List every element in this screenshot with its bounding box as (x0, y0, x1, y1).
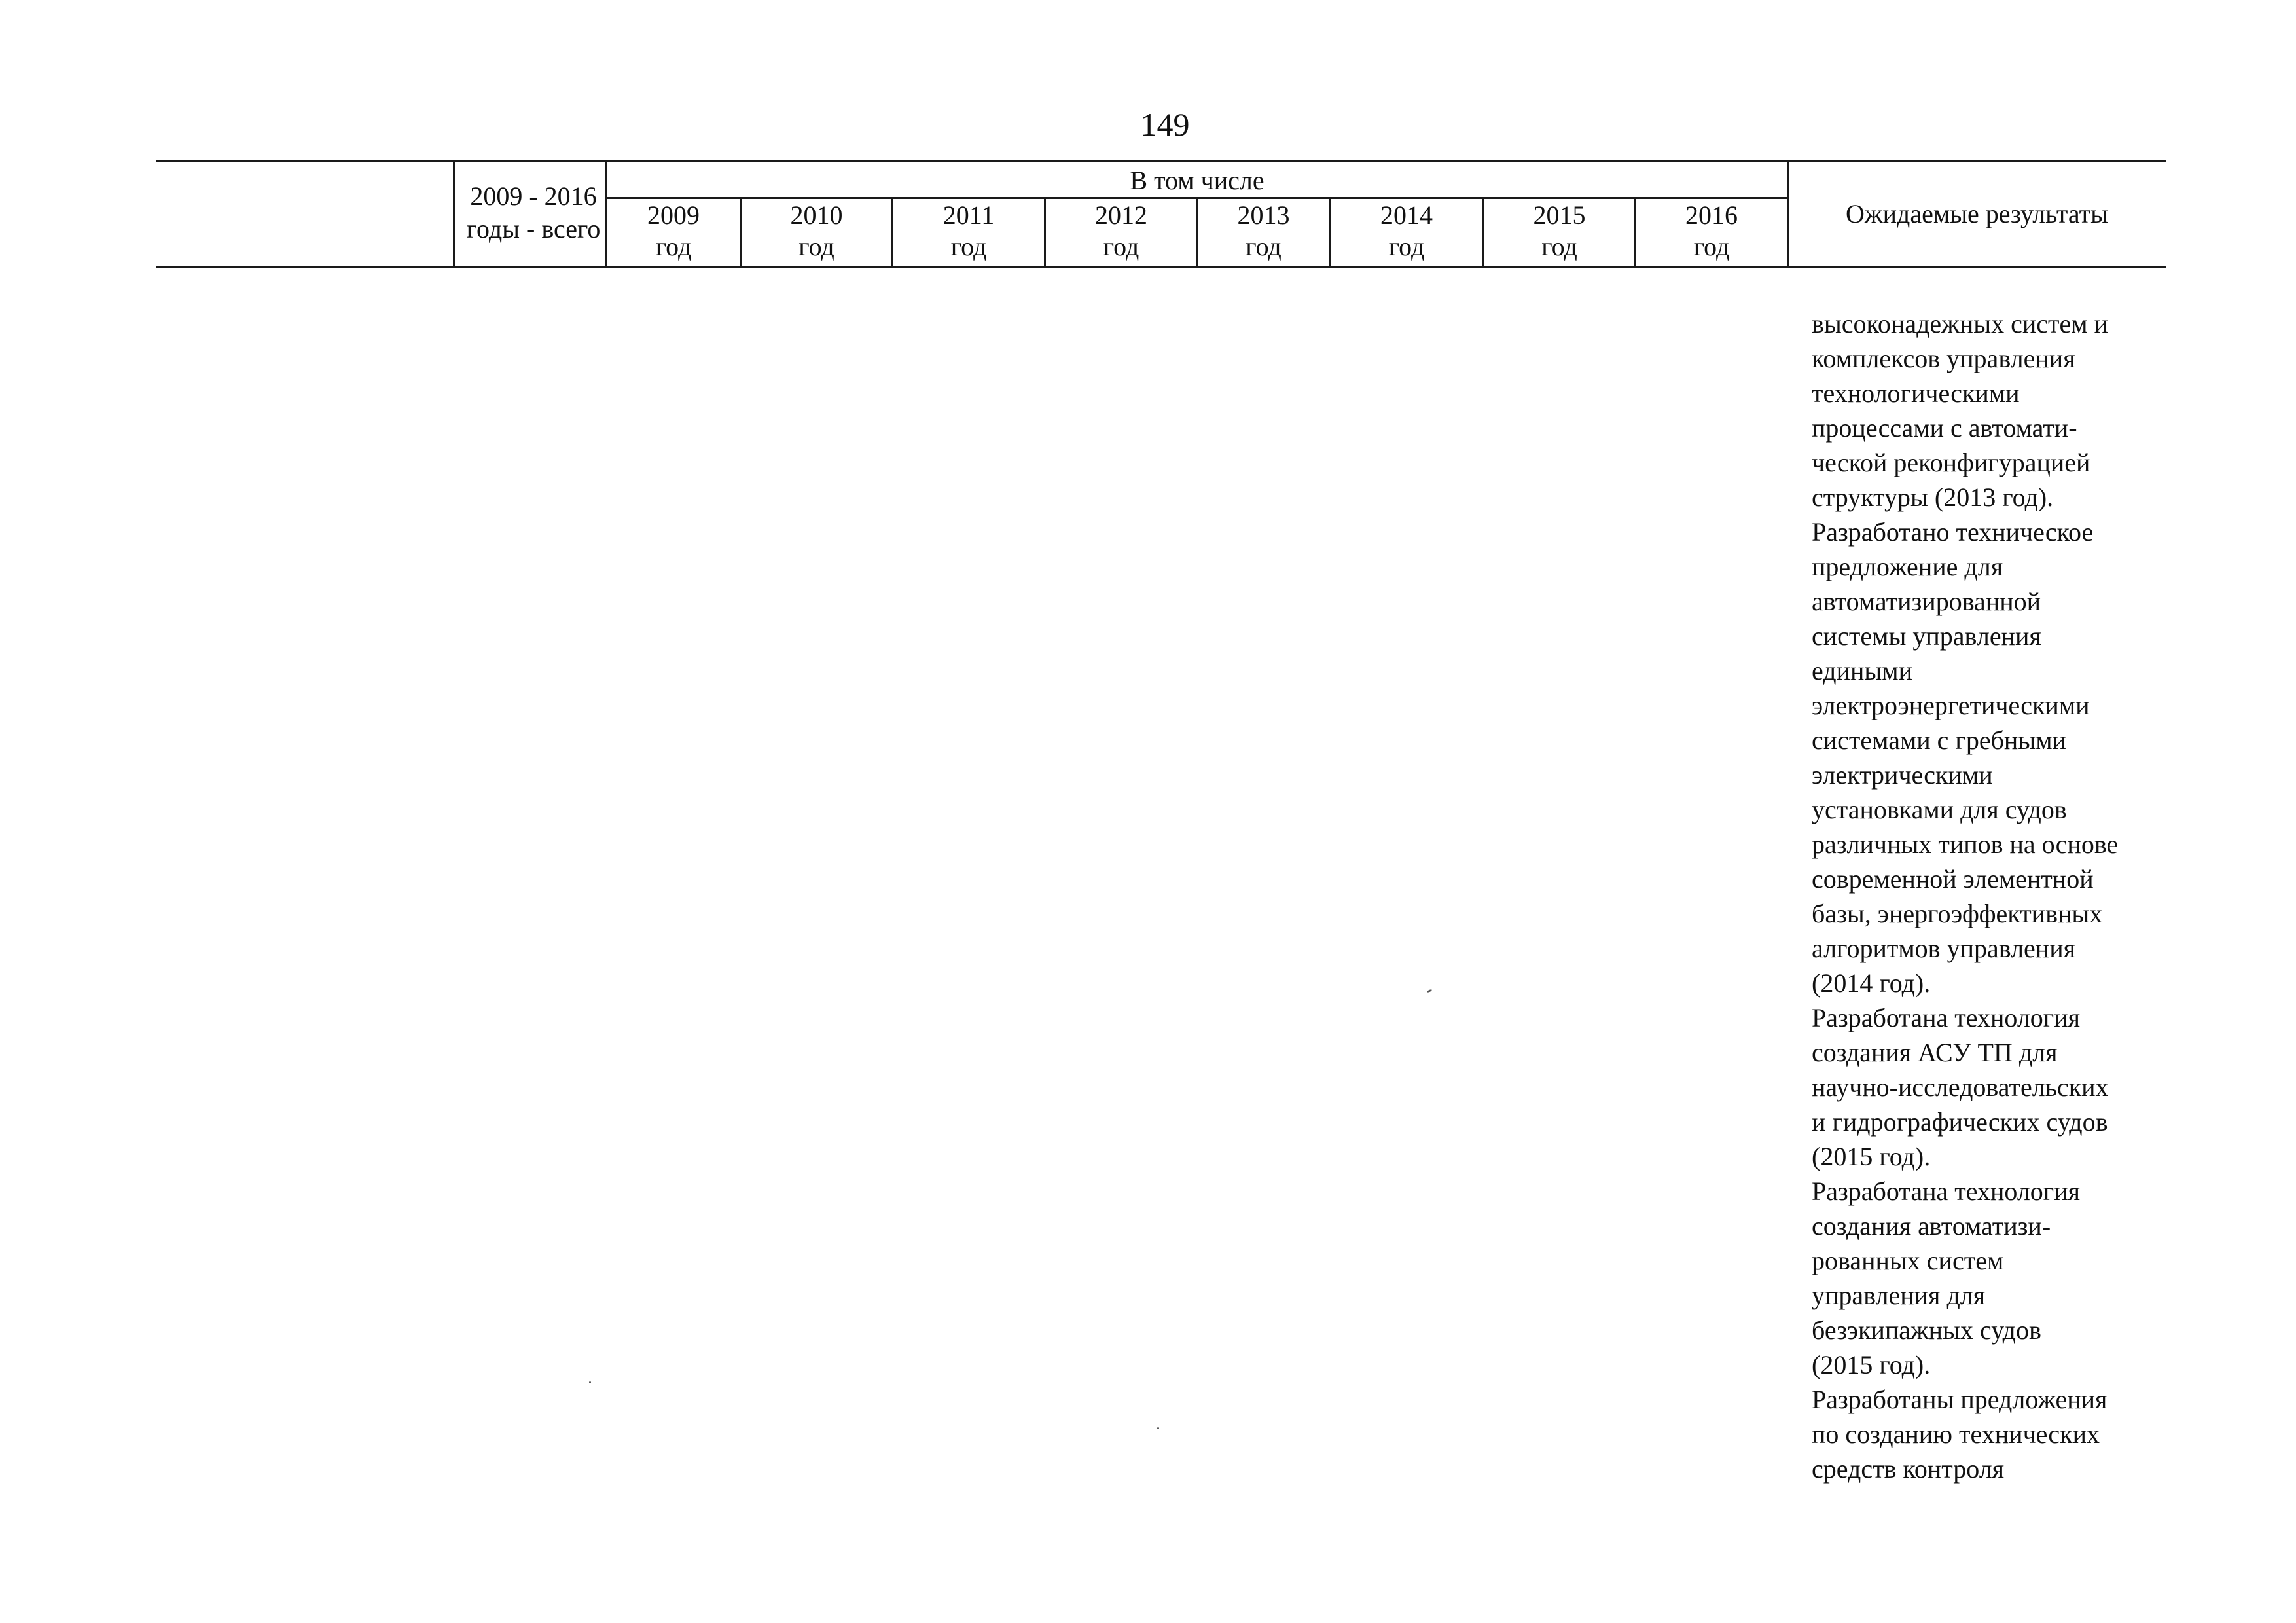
year-column-2015 (1484, 200, 1634, 263)
results-line: алгоритмов управления (1812, 934, 2076, 963)
total-column-header (458, 180, 609, 246)
results-line: создания АСУ ТП для (1812, 1038, 2058, 1067)
results-line: Разработана технология (1812, 1003, 2081, 1032)
results-line: по созданию технических (1812, 1419, 2100, 1449)
results-line: современной элементной (1812, 864, 2094, 894)
results-line: Разработана технология (1812, 1176, 2081, 1206)
year-column-2011 (893, 200, 1044, 263)
results-line: установками для судов (1812, 795, 2067, 824)
results-line: научно-исследовательских (1812, 1072, 2109, 1102)
results-line: создания автоматизи- (1812, 1211, 2051, 1241)
year-column-2016 (1636, 200, 1787, 263)
year-unit: год (1388, 232, 1425, 261)
results-line: электроэнергетическими (1812, 691, 2090, 720)
results-line: и гидрографических судов (1812, 1107, 2108, 1137)
year-value: 2015 (1533, 200, 1586, 230)
results-line: ческой реконфигурацией (1812, 448, 2090, 477)
page-number: 149 (1140, 106, 1190, 143)
year-value: 2012 (1095, 200, 1147, 230)
results-line: (2014 год). (1812, 968, 1931, 998)
results-line: автоматизированной (1812, 587, 2041, 616)
results-line: управления для (1812, 1281, 1986, 1310)
total-column-years: 2009 - 2016 (470, 181, 597, 211)
total-column-label: годы - всего (466, 214, 601, 244)
results-line: Разработано техническое (1812, 517, 2094, 547)
header-top-rule (156, 160, 2166, 162)
scan-speck (589, 1381, 591, 1383)
results-line: средств контроля (1812, 1454, 2005, 1484)
year-value: 2011 (942, 200, 995, 230)
header-bottom-rule (156, 266, 2166, 268)
group-header-label: В том числе (1130, 166, 1265, 195)
column-divider (453, 160, 455, 268)
year-column-2013 (1198, 200, 1329, 263)
results-line: различных типов на основе (1812, 830, 2119, 859)
results-line: (2015 год). (1812, 1142, 1931, 1171)
year-unit: год (1541, 232, 1577, 261)
year-value: 2014 (1380, 200, 1433, 230)
year-column-2012 (1046, 200, 1196, 263)
year-value: 2016 (1685, 200, 1738, 230)
year-unit: год (798, 232, 834, 261)
year-value: 2013 (1237, 200, 1290, 230)
results-line: технологическими (1812, 378, 2020, 408)
year-column-2010 (742, 200, 891, 263)
results-line: рованных систем (1812, 1246, 2004, 1275)
results-line: базы, энергоэффективных (1812, 899, 2103, 928)
results-line: системы управления (1812, 621, 2041, 651)
year-column-2014 (1331, 200, 1482, 263)
expected-results-text (1812, 306, 2283, 1486)
results-line: едиными (1812, 656, 1912, 685)
results-line: Разработаны предложения (1812, 1385, 2108, 1414)
results-column-header: Ожидаемые результаты (1846, 199, 2108, 228)
scan-speck (1157, 1427, 1159, 1429)
year-unit: год (1693, 232, 1730, 261)
results-line: структуры (2013 год). (1812, 483, 2054, 512)
year-value: 2010 (790, 200, 843, 230)
results-line: комплексов управления (1812, 344, 2075, 373)
year-column-2009 (607, 200, 740, 263)
results-line: (2015 год). (1812, 1350, 1931, 1379)
results-line: электрическими (1812, 760, 1993, 790)
year-value: 2009 (647, 200, 700, 230)
year-unit: год (1246, 232, 1282, 261)
results-line: системами с гребными (1812, 725, 2066, 755)
year-unit: год (1103, 232, 1139, 261)
results-line: предложение для (1812, 552, 2003, 581)
results-line: процессами с автомати- (1812, 413, 2077, 443)
results-line: безэкипажных судов (1812, 1315, 2041, 1345)
year-unit: год (655, 232, 692, 261)
year-unit: год (950, 232, 987, 261)
scan-speck (1427, 989, 1433, 993)
results-line: высоконадежных систем и (1812, 309, 2108, 338)
